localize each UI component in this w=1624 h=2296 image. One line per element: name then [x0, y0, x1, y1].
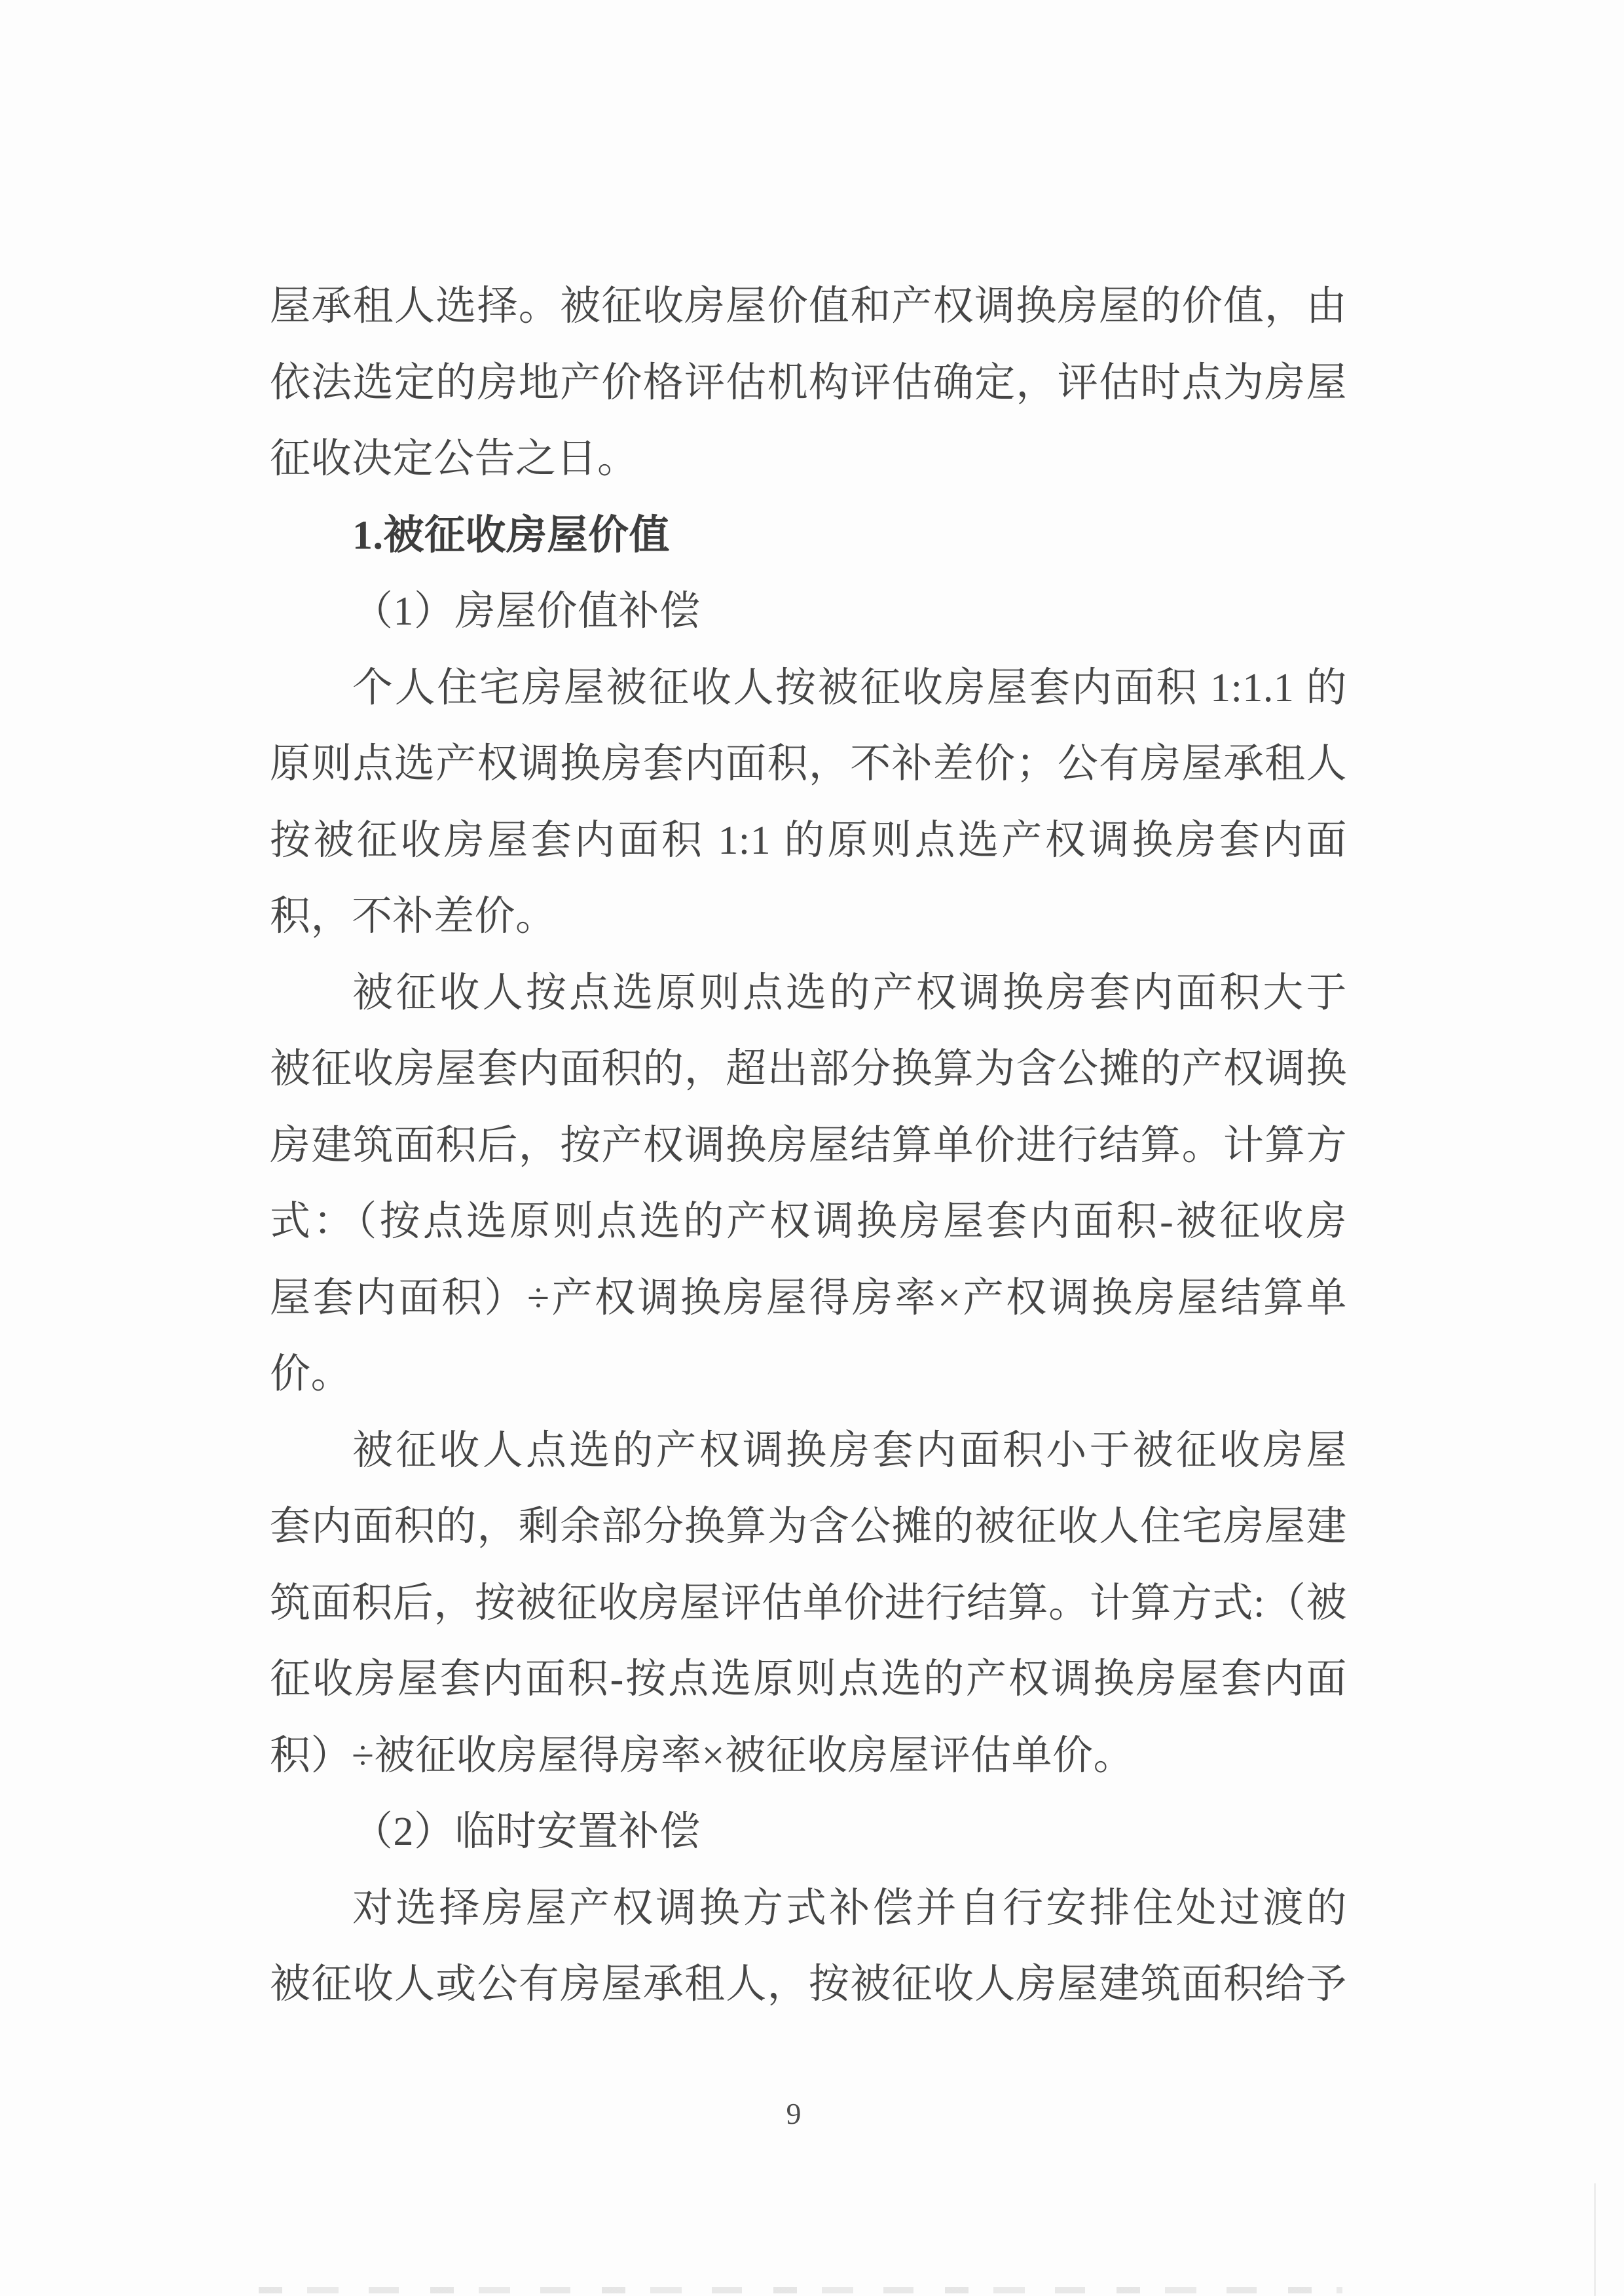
body-line: 屋套内面积）÷产权调换房屋得房率×产权调换房屋结算单 [270, 1275, 1347, 1321]
body-line: 式：（按点选原则点选的产权调换房屋套内面积-被征收房 [270, 1199, 1347, 1244]
body-line: 积，不补差价。 [270, 894, 557, 939]
scan-edge-artifact [1594, 2183, 1596, 2296]
body-text-block [270, 268, 1347, 2023]
body-line: 套内面积的，剩余部分换算为含公摊的被征收人住宅房屋建 [270, 1504, 1347, 1549]
body-line: 被征收人或公有房屋承租人，按被征收人房屋建筑面积给予 [270, 1962, 1347, 2007]
body-line: 依法选定的房地产价格评估机构评估确定，评估时点为房屋 [270, 360, 1347, 405]
body-line: 个人住宅房屋被征收人按被征收房屋套内面积 1:1.1 的 [352, 665, 1347, 710]
page-number: 9 [786, 2097, 802, 2130]
subsection-label: （1）房屋价值补偿 [352, 589, 701, 634]
body-line: 房建筑面积后，按产权调换房屋结算单价进行结算。计算方 [270, 1123, 1347, 1168]
body-line: 按被征收房屋套内面积 1:1 的原则点选产权调换房套内面 [270, 818, 1347, 863]
body-line: 价。 [270, 1352, 352, 1396]
body-line: 被征收人按点选原则点选的产权调换房套内面积大于 [352, 970, 1347, 1015]
body-line: 筑面积后，按被征收房屋评估单价进行结算。计算方式:（被 [270, 1580, 1347, 1626]
body-line: 征收房屋套内面积-按点选原则点选的产权调换房屋套内面 [270, 1657, 1347, 1702]
body-line: 屋承租人选择。被征收房屋价值和产权调换房屋的价值，由 [270, 284, 1347, 329]
body-line: 积）÷被征收房屋得房率×被征收房屋评估单价。 [270, 1733, 1134, 1778]
subsection-label: （2）临时安置补偿 [352, 1810, 701, 1854]
body-line: 对选择房屋产权调换方式补偿并自行安排住处过渡的 [352, 1886, 1347, 1931]
body-line: 征收决定公告之日。 [270, 437, 638, 481]
page-bleed-artifact [259, 2287, 1342, 2293]
body-line: 被征收人点选的产权调换房套内面积小于被征收房屋 [352, 1428, 1347, 1473]
body-line: 被征收房屋套内面积的，超出部分换算为含公摊的产权调换 [270, 1047, 1347, 1091]
section-heading: 1.被征收房屋价值 [352, 513, 671, 558]
body-line: 原则点选产权调换房套内面积，不补差价；公有房屋承租人 [270, 742, 1347, 786]
